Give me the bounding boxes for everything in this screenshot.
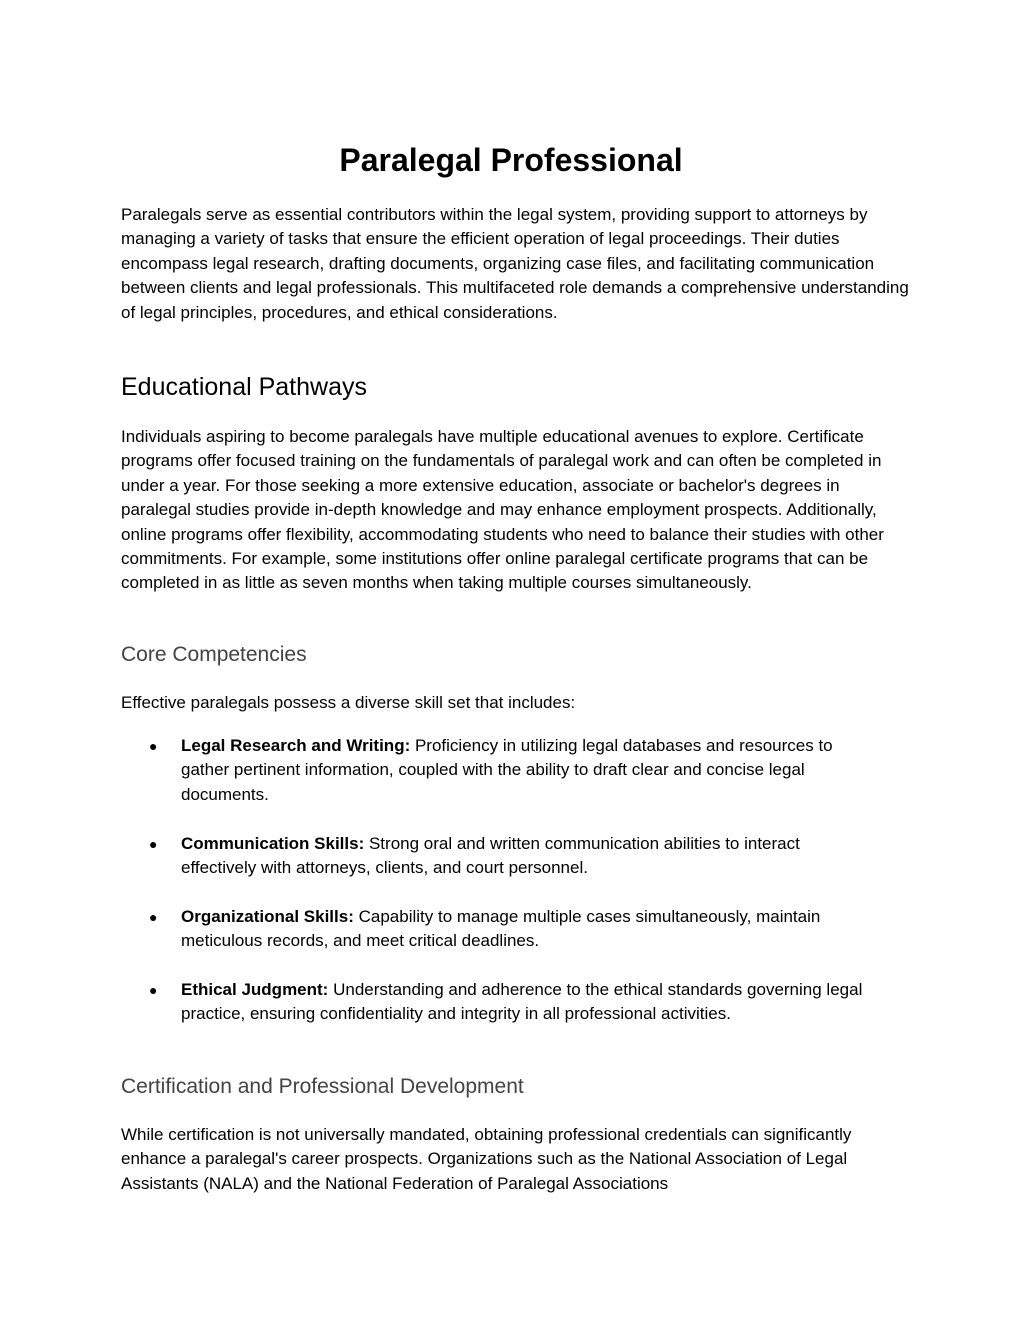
list-item-text: Capability to manage multiple cases simultaneously, maintain meticulous records, and meet critical deadlines.	[181, 906, 821, 951]
list-item	[121, 905, 871, 954]
list-item	[121, 734, 871, 807]
intro-paragraph: Paralegals serve as essential contributors within the legal system, providing support to attorneys by managing a variety of tasks that ensure the efficient operation of legal proceedings. Their duties encompass legal research, drafting documents, organizing case files, and facilitating communication between clients and legal professionals. This multifaceted role demands a comprehensive understanding of legal principles, procedures, and ethical considerations.	[121, 205, 909, 322]
list-item-term: Ethical Judgment:	[181, 980, 329, 1000]
document-title: Paralegal Professional	[339, 142, 683, 178]
list-item-text: Strong oral and written communication abilities to interact effectively with attorneys, clients, and court personnel.	[181, 833, 800, 878]
competencies-list	[121, 734, 911, 1051]
certification-paragraph: While certification is not universally mandated, obtaining professional credentials can significantly enhance a paralegal's career prospects. Organizations such as the National Association of Legal Assistants (NALA) and the National Federation of Paralegal Associations	[121, 1125, 852, 1193]
heading-core-competencies: Core Competencies	[121, 643, 307, 666]
list-item-text: Proficiency in utilizing legal databases and resources to gather pertinent information, coupled with the ability to draft clear and concise legal documents.	[181, 736, 833, 804]
list-item-text: Understanding and adherence to the ethical standards governing legal practice, ensuring confidentiality and integrity in all professional activities.	[181, 980, 863, 1024]
heading-certification: Certification and Professional Development	[121, 1075, 524, 1098]
bullet-icon: ●	[149, 982, 158, 999]
list-item	[121, 978, 871, 1027]
bullet-icon: ●	[149, 908, 158, 925]
list-item-term: Communication Skills:	[181, 833, 365, 853]
bullet-icon: ●	[149, 835, 158, 852]
heading-educational-pathways: Educational Pathways	[121, 373, 367, 401]
list-item	[121, 832, 871, 881]
bullet-icon: ●	[149, 738, 158, 754]
list-item-term: Legal Research and Writing:	[181, 736, 411, 755]
competencies-intro: Effective paralegals possess a diverse skill set that includes:	[121, 693, 576, 712]
education-paragraph: Individuals aspiring to become paralegals have multiple educational avenues to explore. Certificate programs offer focused training on the fundamentals of paralegal work and can often be completed in under a year. For those seeking a more extensive education, associate or bachelor's degrees in paralegal studies provide in-depth knowledge and may enhance employment prospects. Additionally, online programs offer flexibility, accommodating students who need to balance their studies with other commitments. For example, some institutions offer online paralegal certificate programs that can be completed in as little as seven months when taking multiple courses simultaneously.	[121, 427, 884, 593]
list-item-term: Organizational Skills:	[181, 906, 354, 926]
